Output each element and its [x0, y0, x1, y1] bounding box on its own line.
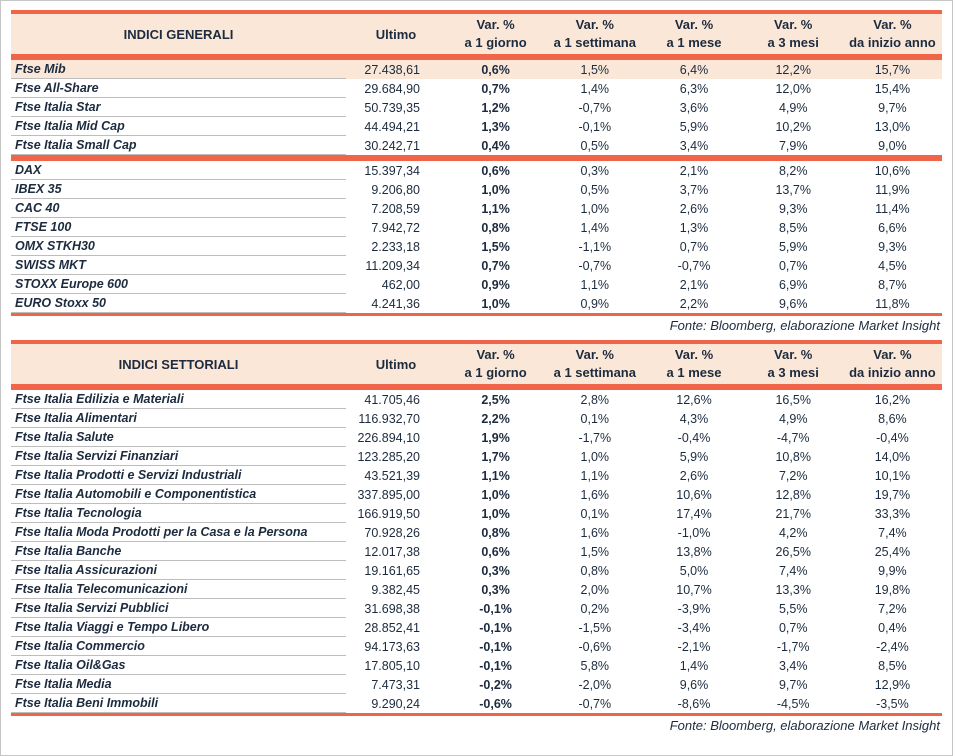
- var-value: 11,9%: [875, 182, 910, 197]
- var-value: 0,4%: [878, 620, 907, 635]
- col-header-var-3m: Var. % a 3 mesi: [767, 17, 819, 50]
- index-name: Ftse Italia Servizi Pubblici: [11, 599, 346, 618]
- index-name: Ftse Italia Telecomunicazioni: [11, 580, 346, 599]
- var-value: -0,7%: [578, 696, 612, 711]
- var-value: -0,6%: [479, 696, 512, 711]
- var-value: 0,3%: [481, 582, 510, 597]
- index-name: Ftse Italia Alimentari: [11, 409, 346, 428]
- var-value: 12,9%: [874, 677, 911, 692]
- var-value: -3,5%: [876, 696, 909, 711]
- ultimo-value: 44.494,21: [364, 119, 420, 134]
- var-value: 1,6%: [580, 525, 610, 540]
- var-value: -2,4%: [876, 639, 909, 654]
- index-name: OMX STKH30: [11, 237, 346, 256]
- table-row: [11, 504, 942, 523]
- ultimo-value: 9.382,45: [371, 582, 420, 597]
- var-value: 2,1%: [679, 163, 709, 178]
- table-title: INDICI GENERALI: [123, 26, 234, 42]
- var-value: 8,2%: [778, 163, 808, 178]
- var-value: 1,0%: [580, 449, 610, 464]
- table-row: [11, 637, 942, 656]
- var-value: -3,9%: [677, 601, 711, 616]
- var-value: -2,0%: [578, 677, 612, 692]
- var-value: 19,7%: [874, 487, 911, 502]
- var-value: 1,7%: [481, 449, 510, 464]
- var-value: -0,7%: [578, 258, 612, 273]
- ultimo-value: 462,00: [381, 277, 420, 292]
- var-value: 0,6%: [481, 62, 510, 77]
- var-value: 0,1%: [580, 506, 610, 521]
- ultimo-value: 17.805,10: [364, 658, 420, 673]
- ultimo-value: 337.895,00: [357, 487, 420, 502]
- table-row: [11, 466, 942, 485]
- index-name: DAX: [11, 161, 346, 180]
- var-value: 3,7%: [679, 182, 709, 197]
- var-value: 10,2%: [775, 119, 811, 134]
- var-value: -1,0%: [677, 525, 711, 540]
- var-value: 0,5%: [580, 138, 610, 153]
- index-name: EURO Stoxx 50: [11, 294, 346, 313]
- var-value: 10,1%: [874, 468, 911, 483]
- index-name: Ftse Italia Banche: [11, 542, 346, 561]
- var-value: -1,7%: [578, 430, 612, 445]
- ultimo-value: 7.473,31: [371, 677, 420, 692]
- var-value: 10,6%: [676, 487, 712, 502]
- var-value: 15,4%: [874, 81, 911, 96]
- var-value: 0,1%: [580, 411, 610, 426]
- var-value: 13,8%: [676, 544, 712, 559]
- var-value: 0,6%: [481, 544, 510, 559]
- ultimo-value: 15.397,34: [364, 163, 420, 178]
- table-row: [11, 428, 942, 447]
- var-value: 1,0%: [481, 506, 510, 521]
- table-row: [11, 180, 942, 199]
- col-header-var-ytd: Var. % da inizio anno: [849, 17, 936, 50]
- ultimo-value: 43.521,39: [364, 468, 420, 483]
- table-row: [11, 675, 942, 694]
- table-row: [11, 599, 942, 618]
- table-header: [11, 14, 942, 54]
- var-value: 9,3%: [878, 239, 907, 254]
- var-value: 2,0%: [580, 582, 610, 597]
- table-rows: [11, 60, 942, 313]
- table-header: [11, 344, 942, 384]
- var-value: 7,9%: [778, 138, 808, 153]
- index-name: Ftse Italia Tecnologia: [11, 504, 346, 523]
- var-value: 0,3%: [580, 163, 610, 178]
- var-value: 3,4%: [679, 138, 709, 153]
- var-value: 1,4%: [679, 658, 709, 673]
- ultimo-value: 94.173,63: [364, 639, 420, 654]
- ultimo-value: 123.285,20: [357, 449, 420, 464]
- var-value: 7,2%: [778, 468, 808, 483]
- index-name: IBEX 35: [11, 180, 346, 199]
- var-value: 7,4%: [778, 563, 808, 578]
- var-value: -0,4%: [876, 430, 909, 445]
- var-value: 8,6%: [878, 411, 907, 426]
- ultimo-value: 27.438,61: [364, 62, 420, 77]
- var-value: 8,7%: [878, 277, 907, 292]
- var-value: -0,1%: [479, 658, 512, 673]
- col-header-var-1w: Var. % a 1 settimana: [553, 17, 636, 50]
- index-name: FTSE 100: [11, 218, 346, 237]
- index-name: CAC 40: [11, 199, 346, 218]
- ultimo-value: 30.242,71: [364, 138, 420, 153]
- ultimo-value: 11.209,34: [365, 258, 420, 273]
- var-value: 0,5%: [580, 182, 610, 197]
- var-value: 0,8%: [481, 220, 510, 235]
- var-value: 0,8%: [580, 563, 610, 578]
- table-row: [11, 218, 942, 237]
- var-value: 1,0%: [481, 296, 510, 311]
- var-value: -0,1%: [578, 119, 612, 134]
- indices-table-general: [11, 10, 942, 336]
- var-value: 13,0%: [874, 119, 911, 134]
- var-value: 0,7%: [778, 620, 808, 635]
- var-value: 9,3%: [778, 201, 808, 216]
- var-value: 0,7%: [481, 258, 510, 273]
- var-value: 9,0%: [878, 138, 907, 153]
- table-row: [11, 485, 942, 504]
- var-value: 4,9%: [778, 411, 808, 426]
- var-value: 0,8%: [481, 525, 510, 540]
- var-value: 6,4%: [679, 62, 709, 77]
- index-name: Ftse Italia Small Cap: [11, 136, 346, 155]
- index-name: Ftse Italia Mid Cap: [11, 117, 346, 136]
- index-name: Ftse Italia Edilizia e Materiali: [11, 390, 346, 409]
- var-value: 33,3%: [874, 506, 911, 521]
- var-value: 4,2%: [778, 525, 808, 540]
- var-value: 2,6%: [679, 201, 709, 216]
- var-value: 8,5%: [878, 658, 907, 673]
- table-row: [11, 79, 942, 98]
- ultimo-value: 29.684,90: [364, 81, 420, 96]
- ultimo-value: 12.017,38: [364, 544, 420, 559]
- var-value: 1,1%: [580, 468, 610, 483]
- table-row: [11, 694, 942, 713]
- ultimo-value: 116.932,70: [358, 411, 420, 426]
- table-row: [11, 136, 942, 155]
- table-row: [11, 199, 942, 218]
- var-value: 16,5%: [775, 392, 811, 407]
- ultimo-value: 4.241,36: [371, 296, 420, 311]
- var-value: 6,3%: [679, 81, 709, 96]
- var-value: 6,6%: [878, 220, 907, 235]
- var-value: 2,6%: [679, 468, 709, 483]
- var-value: 1,0%: [481, 182, 510, 197]
- var-value: 1,9%: [481, 430, 510, 445]
- var-value: 4,9%: [778, 100, 808, 115]
- ultimo-value: 50.739,35: [364, 100, 420, 115]
- table-title: INDICI SETTORIALI: [118, 356, 239, 372]
- var-value: -0,1%: [479, 639, 512, 654]
- index-name: SWISS MKT: [11, 256, 346, 275]
- source-note: Fonte: Bloomberg, elaborazione Market Insight: [669, 718, 940, 733]
- var-value: 1,1%: [481, 468, 510, 483]
- var-value: 0,3%: [481, 563, 510, 578]
- index-name: Ftse Mib: [11, 60, 346, 79]
- var-value: -0,7%: [578, 100, 612, 115]
- col-header-ultimo: Ultimo: [375, 26, 417, 42]
- var-value: 5,0%: [679, 563, 709, 578]
- var-value: 1,3%: [481, 119, 510, 134]
- var-value: 1,5%: [580, 544, 610, 559]
- var-value: 21,7%: [775, 506, 811, 521]
- col-header-var-ytd: Var. % da inizio anno: [849, 347, 936, 380]
- table-row: [11, 580, 942, 599]
- var-value: -8,6%: [677, 696, 711, 711]
- var-value: 0,9%: [580, 296, 610, 311]
- table-row: [11, 656, 942, 675]
- var-value: 7,4%: [878, 525, 907, 540]
- var-value: 2,8%: [580, 392, 610, 407]
- var-value: 1,4%: [580, 220, 610, 235]
- col-header-var-1w: Var. % a 1 settimana: [553, 347, 636, 380]
- var-value: 15,7%: [874, 62, 911, 77]
- table-row: [11, 256, 942, 275]
- var-value: 5,5%: [778, 601, 808, 616]
- var-value: 25,4%: [874, 544, 911, 559]
- ultimo-value: 166.919,50: [357, 506, 420, 521]
- table-row: [11, 60, 942, 79]
- table-row: [11, 294, 942, 313]
- var-value: 26,5%: [775, 544, 811, 559]
- ultimo-value: 7.208,59: [371, 201, 420, 216]
- ultimo-value: 226.894,10: [357, 430, 420, 445]
- ultimo-value: 9.206,80: [371, 182, 420, 197]
- var-value: 3,6%: [679, 100, 709, 115]
- table-row: [11, 161, 942, 180]
- source-note: Fonte: Bloomberg, elaborazione Market Insight: [669, 318, 940, 333]
- var-value: -0,7%: [677, 258, 711, 273]
- var-value: 12,6%: [676, 392, 712, 407]
- var-value: 19,8%: [874, 582, 911, 597]
- var-value: -4,5%: [776, 696, 810, 711]
- var-value: 4,5%: [878, 258, 907, 273]
- var-value: -0,2%: [479, 677, 512, 692]
- var-value: 0,9%: [481, 277, 510, 292]
- table-row: [11, 275, 942, 294]
- var-value: -0,4%: [677, 430, 711, 445]
- var-value: 1,5%: [481, 239, 510, 254]
- var-value: 2,5%: [481, 392, 510, 407]
- table-body: [11, 340, 942, 716]
- var-value: 12,2%: [775, 62, 811, 77]
- table-row: [11, 390, 942, 409]
- var-value: 8,5%: [778, 220, 808, 235]
- var-value: -1,7%: [776, 639, 810, 654]
- col-header-var-3m: Var. % a 3 mesi: [767, 347, 819, 380]
- var-value: 6,9%: [778, 277, 808, 292]
- var-value: 5,9%: [679, 449, 709, 464]
- index-name: Ftse Italia Beni Immobili: [11, 694, 346, 713]
- var-value: 1,0%: [481, 487, 510, 502]
- table-row: [11, 409, 942, 428]
- var-value: 1,1%: [481, 201, 510, 216]
- var-value: 3,4%: [778, 658, 808, 673]
- indices-table-sector: [11, 340, 942, 736]
- index-name: Ftse Italia Viaggi e Tempo Libero: [11, 618, 346, 637]
- index-name: Ftse Italia Prodotti e Servizi Industriali: [11, 466, 346, 485]
- var-value: -0,1%: [479, 620, 512, 635]
- table-row: [11, 542, 942, 561]
- var-value: 1,2%: [481, 100, 510, 115]
- index-name: Ftse Italia Commercio: [11, 637, 346, 656]
- var-value: 2,2%: [481, 411, 510, 426]
- var-value: 2,2%: [679, 296, 709, 311]
- index-name: Ftse Italia Assicurazioni: [11, 561, 346, 580]
- var-value: 0,4%: [481, 138, 510, 153]
- var-value: 11,4%: [875, 201, 910, 216]
- var-value: 5,9%: [778, 239, 808, 254]
- ultimo-value: 41.705,46: [364, 392, 420, 407]
- var-value: 9,7%: [878, 100, 907, 115]
- var-value: 13,7%: [775, 182, 811, 197]
- var-value: 4,3%: [679, 411, 709, 426]
- var-value: 1,6%: [580, 487, 610, 502]
- var-value: 1,5%: [580, 62, 610, 77]
- ultimo-value: 9.290,24: [371, 696, 420, 711]
- var-value: 10,8%: [775, 449, 811, 464]
- index-name: Ftse All-Share: [11, 79, 346, 98]
- var-value: 0,7%: [481, 81, 510, 96]
- var-value: -0,1%: [479, 601, 512, 616]
- index-name: STOXX Europe 600: [11, 275, 346, 294]
- var-value: 10,6%: [874, 163, 911, 178]
- var-value: 0,6%: [481, 163, 510, 178]
- index-name: Ftse Italia Moda Prodotti per la Casa e la Persona: [11, 523, 346, 542]
- ultimo-value: 7.942,72: [371, 220, 420, 235]
- table-row: [11, 523, 942, 542]
- col-header-var-1m: Var. % a 1 mese: [666, 347, 722, 380]
- var-value: 5,8%: [580, 658, 610, 673]
- col-header-ultimo: Ultimo: [375, 356, 417, 372]
- var-value: 5,9%: [679, 119, 709, 134]
- index-name: Ftse Italia Star: [11, 98, 346, 117]
- var-value: -2,1%: [677, 639, 711, 654]
- var-value: 16,2%: [874, 392, 911, 407]
- var-value: 1,4%: [580, 81, 610, 96]
- var-value: 0,7%: [679, 239, 709, 254]
- var-value: -0,6%: [578, 639, 612, 654]
- var-value: 1,0%: [580, 201, 610, 216]
- table-row: [11, 618, 942, 637]
- ultimo-value: 28.852,41: [364, 620, 420, 635]
- index-name: Ftse Italia Oil&Gas: [11, 656, 346, 675]
- var-value: 7,2%: [878, 601, 907, 616]
- var-value: 9,6%: [679, 677, 709, 692]
- var-value: 10,7%: [676, 582, 712, 597]
- col-header-var-1d: Var. % a 1 giorno: [464, 347, 527, 380]
- index-name: Ftse Italia Servizi Finanziari: [11, 447, 346, 466]
- var-value: 13,3%: [775, 582, 811, 597]
- var-value: 9,9%: [878, 563, 907, 578]
- var-value: -4,7%: [776, 430, 810, 445]
- table-row: [11, 237, 942, 256]
- var-value: 0,2%: [580, 601, 610, 616]
- ultimo-value: 2.233,18: [371, 239, 420, 254]
- table-row: [11, 561, 942, 580]
- ultimo-value: 19.161,65: [364, 563, 420, 578]
- var-value: 1,1%: [580, 277, 610, 292]
- table-body: [11, 10, 942, 316]
- table-row: [11, 98, 942, 117]
- var-value: 12,0%: [775, 81, 811, 96]
- var-value: 2,1%: [679, 277, 709, 292]
- ultimo-value: 31.698,38: [364, 601, 420, 616]
- var-value: -1,5%: [578, 620, 612, 635]
- var-value: 0,7%: [778, 258, 808, 273]
- var-value: 12,8%: [775, 487, 811, 502]
- var-value: 14,0%: [874, 449, 911, 464]
- var-value: -1,1%: [578, 239, 612, 254]
- index-name: Ftse Italia Salute: [11, 428, 346, 447]
- var-value: 17,4%: [676, 506, 712, 521]
- col-header-var-1m: Var. % a 1 mese: [666, 17, 722, 50]
- col-header-var-1d: Var. % a 1 giorno: [464, 17, 527, 50]
- var-value: 9,7%: [778, 677, 808, 692]
- var-value: 1,3%: [679, 220, 709, 235]
- index-name: Ftse Italia Automobili e Componentistica: [11, 485, 346, 504]
- var-value: 11,8%: [875, 296, 910, 311]
- index-name: Ftse Italia Media: [11, 675, 346, 694]
- var-value: 9,6%: [778, 296, 808, 311]
- var-value: -3,4%: [677, 620, 711, 635]
- table-row: [11, 117, 942, 136]
- table-row: [11, 447, 942, 466]
- ultimo-value: 70.928,26: [364, 525, 420, 540]
- table-rows: [11, 390, 942, 713]
